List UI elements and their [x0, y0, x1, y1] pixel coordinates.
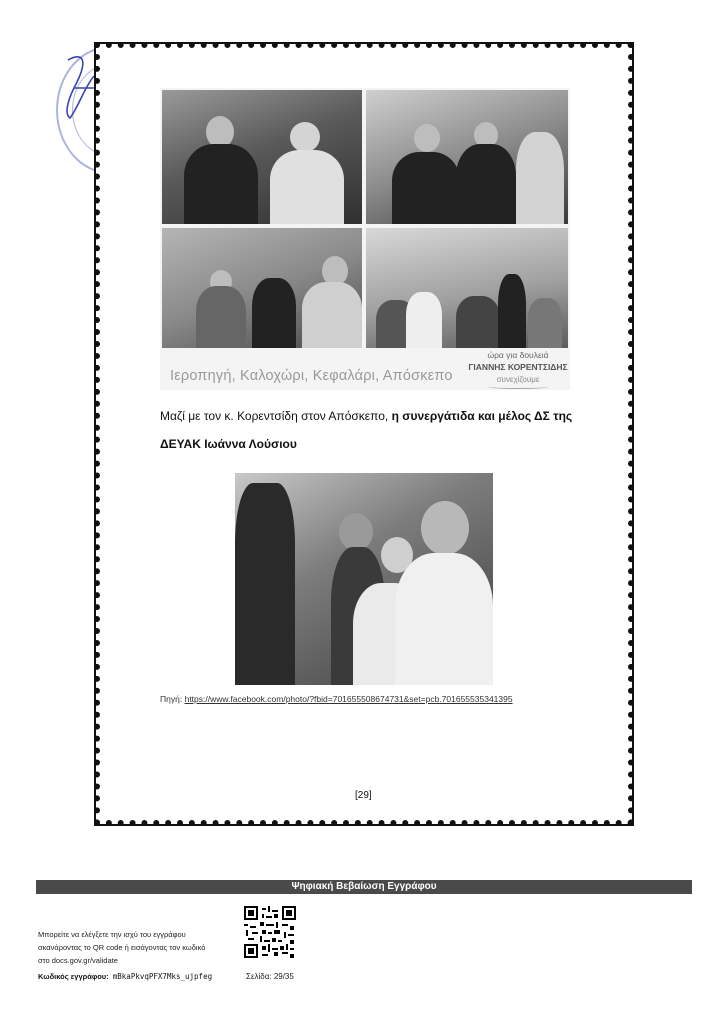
locations-caption: Ιεροπηγή, Καλοχώρι, Κεφαλάρι, Απόσκεπο: [170, 368, 453, 384]
group-photo: [235, 473, 493, 685]
document-code-value: mBkaPkvqPFX7Mks_ujpfeg: [112, 972, 213, 981]
logo-name: ΓΙΑΝΝΗΣ ΚΟΡΕΝΤΣΙΔΗΣ: [468, 362, 568, 372]
document-code-label: Κωδικός εγγράφου:: [38, 972, 109, 981]
validate-line-2: σκανάροντας το QR code ή εισάγοντας τον κωδικό: [38, 943, 206, 952]
validation-instructions: [38, 928, 238, 967]
photo-collage: [160, 88, 570, 390]
source-label: Πηγή:: [160, 694, 183, 704]
collage-photo-4: [366, 228, 568, 348]
logo-tagline: συνεχίζουμε: [496, 375, 540, 384]
campaign-logo: [466, 350, 570, 389]
collage-photo-1: [162, 90, 362, 224]
validate-line-3: στο docs.gov.gr/validate: [38, 956, 118, 965]
body-paragraph: [160, 402, 580, 458]
collage-photo-2: [366, 90, 568, 224]
validate-line-1: Μπορείτε να ελέγξετε την ισχύ του εγγράφου: [38, 930, 186, 939]
body-text-plain: Μαζί με τον κ. Κορεντσίδη στον Απόσκεπο,: [160, 409, 392, 423]
page-number: [29]: [355, 790, 372, 801]
page-of-total: Σελίδα: 29/35: [246, 972, 294, 981]
footer-title-bar: Ψηφιακή Βεβαίωση Εγγράφου: [36, 880, 692, 894]
body-text-bold: η συνεργάτιδα και μέλος ΔΣ της ΔΕΥΑΚ Ιωάννα Λούσιου: [160, 409, 573, 451]
source-line: [160, 694, 513, 704]
logo-slogan: ώρα για δουλειά: [487, 350, 549, 360]
collage-photo-3: [162, 228, 362, 348]
qr-code-icon[interactable]: [244, 906, 296, 958]
logo-swoosh: [488, 385, 548, 389]
source-link[interactable]: https://www.facebook.com/photo/?fbid=701655508674731&set=pcb.701655535341395: [184, 694, 513, 704]
document-code: [38, 972, 212, 981]
